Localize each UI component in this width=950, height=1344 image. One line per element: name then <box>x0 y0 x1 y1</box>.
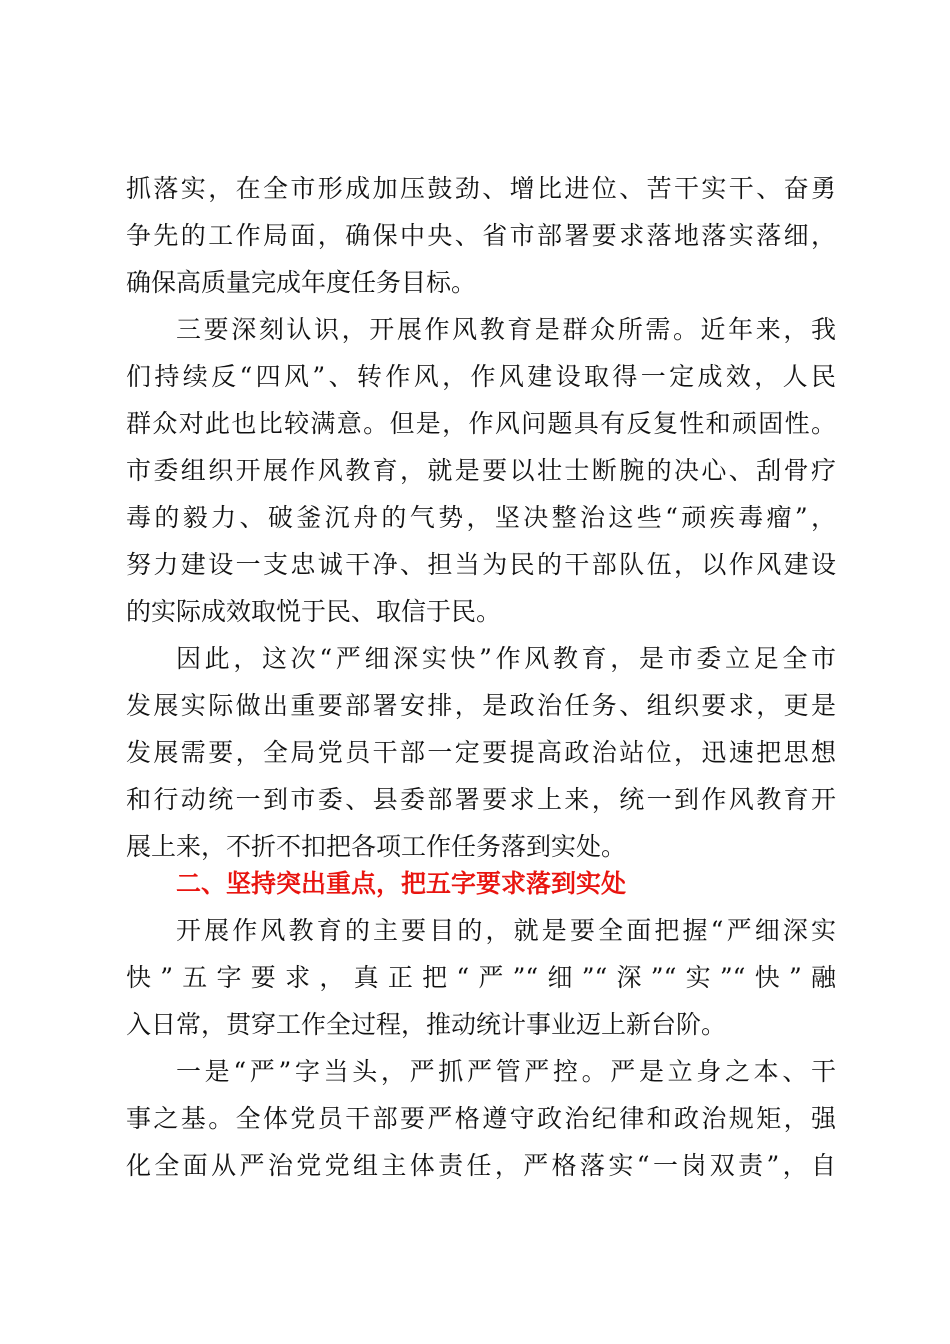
paragraph-line: 因此，这次“严细深实快”作风教育，是市委立足全市 <box>176 644 836 673</box>
paragraph-line: 抓落实，在全市形成加压鼓劲、增比进位、苦干实干、奋勇 <box>126 174 836 203</box>
paragraph-line: 三要深刻认识，开展作风教育是群众所需。近年来，我 <box>176 315 836 344</box>
paragraph-line: 的实际成效取悦于民、取信于民。 <box>126 597 502 626</box>
paragraph-line: 们持续反“四风”、转作风，作风建设取得一定成效，人民 <box>126 362 836 391</box>
paragraph-line: 开展作风教育的主要目的，就是要全面把握“严细深实 <box>176 916 836 945</box>
paragraph-line: 和行动统一到市委、县委部署要求上来，统一到作风教育开 <box>126 785 836 814</box>
paragraph-line: 群众对此也比较满意。但是，作风问题具有反复性和顽固性。 <box>126 409 836 438</box>
paragraph-line: 发展需要，全局党员干部一定要提高政治站位，迅速把思想 <box>126 738 836 767</box>
paragraph-line: 展上来，不折不扣把各项工作任务落到实处。 <box>126 832 627 861</box>
paragraph-line: 发展实际做出重要部署安排，是政治任务、组织要求，更是 <box>126 691 836 720</box>
paragraph-line: 化全面从严治党党组主体责任，严格落实“一岗双责”，自 <box>126 1151 836 1180</box>
paragraph-line: 快”五字要求，真正把“严”“细”“深”“实”“快”融 <box>126 963 836 992</box>
paragraph-line: 入日常，贯穿工作全过程，推动统计事业迈上新台阶。 <box>126 1010 727 1039</box>
paragraph-line: 事之基。全体党员干部要严格遵守政治纪律和政治规矩，强 <box>126 1104 836 1133</box>
paragraph-line: 市委组织开展作风教育，就是要以壮士断腕的决心、刮骨疗 <box>126 456 836 485</box>
paragraph-line: 一是“严”字当头，严抓严管严控。严是立身之本、干 <box>176 1057 836 1086</box>
paragraph-line: 争先的工作局面，确保中央、省市部署要求落地落实落细， <box>126 221 836 250</box>
section-heading: 二、坚持突出重点，把五字要求落到实处 <box>176 869 627 898</box>
paragraph-line: 毒的毅力、破釜沉舟的气势，坚决整治这些“顽疾毒瘤”， <box>126 503 836 532</box>
paragraph-line: 努力建设一支忠诚干净、担当为民的干部队伍，以作风建设 <box>126 550 836 579</box>
paragraph-line: 确保高质量完成年度任务目标。 <box>126 268 477 297</box>
